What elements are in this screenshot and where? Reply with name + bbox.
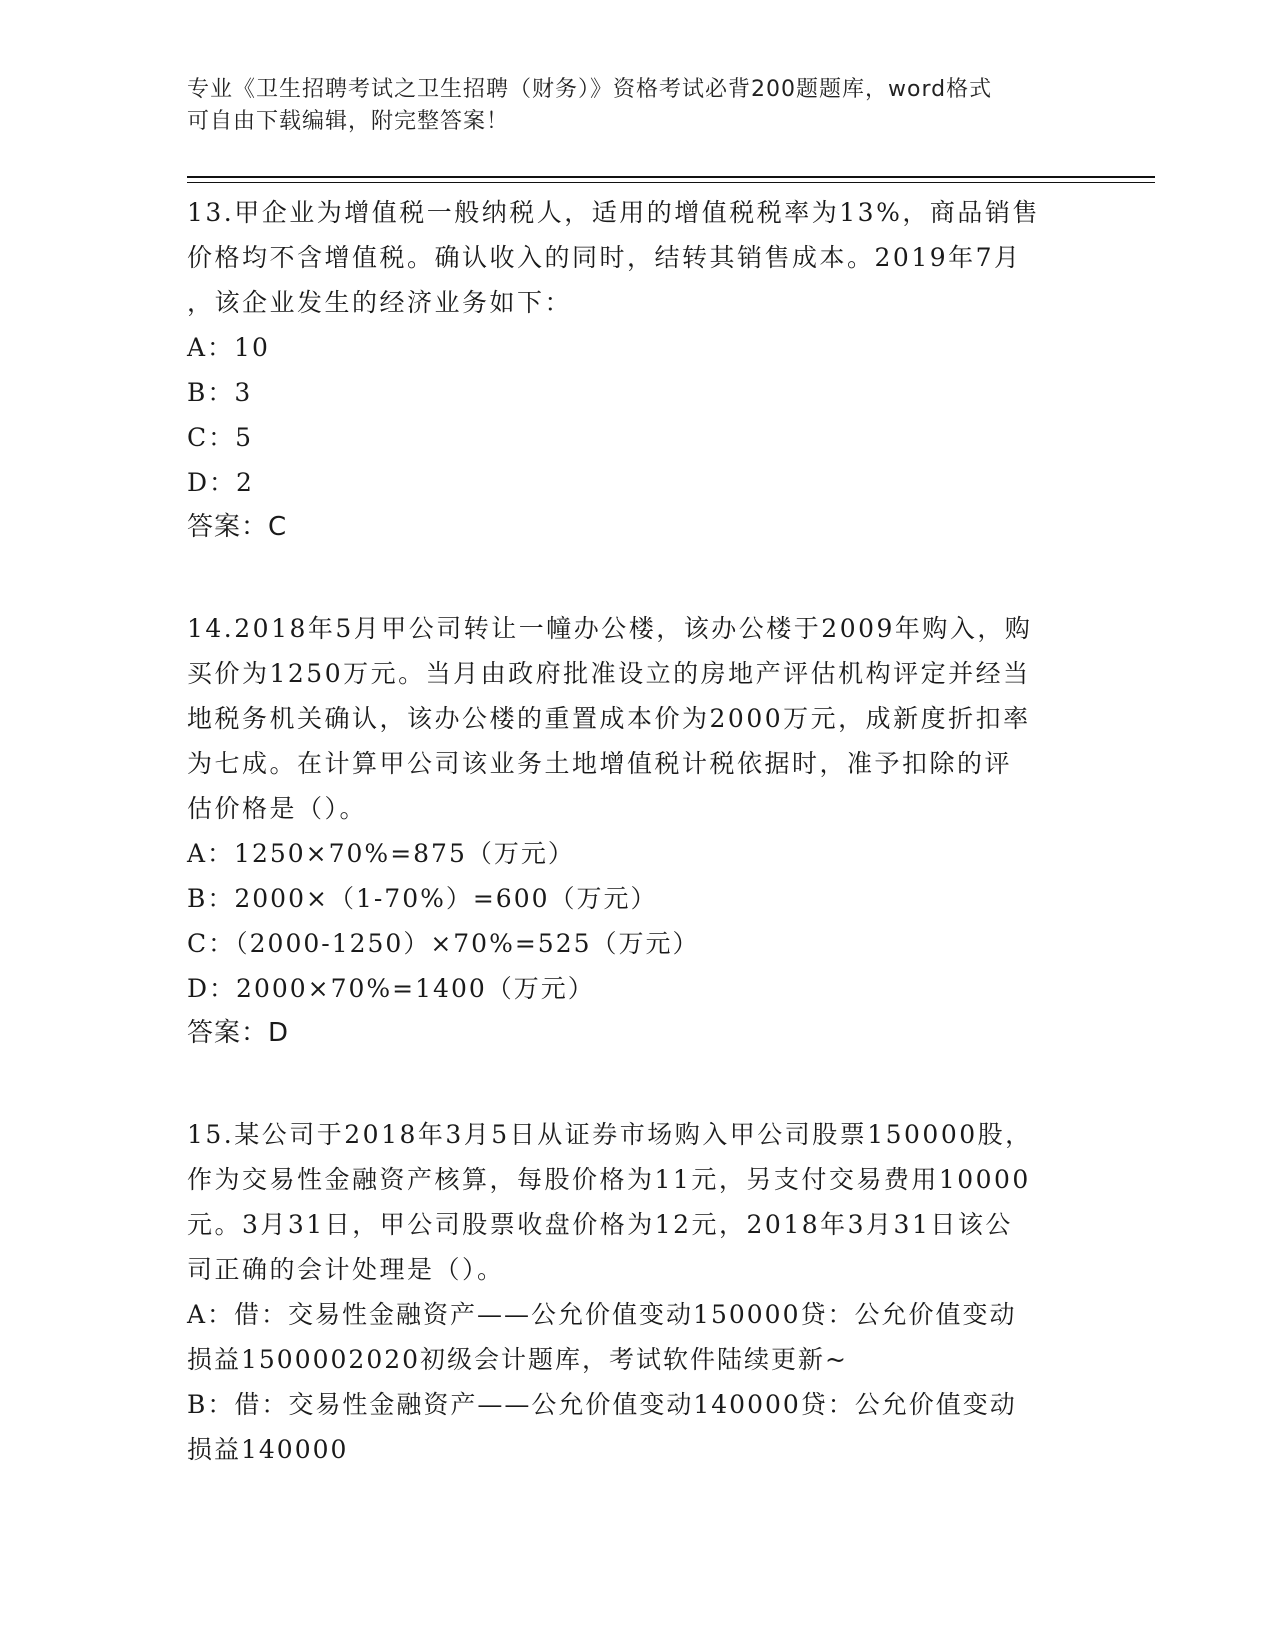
question-13 bbox=[187, 190, 1087, 550]
question-stem-line: 地税务机关确认，该办公楼的重置成本价为2000万元，成新度折扣率 bbox=[187, 704, 1031, 733]
question-list bbox=[187, 190, 1087, 1528]
question-stem-line: 价格均不含增值税。确认收入的同时，结转其销售成本。2019年7月 bbox=[187, 243, 1022, 272]
document-header bbox=[187, 74, 1067, 138]
question-15 bbox=[187, 1112, 1087, 1472]
option-d: D：2 bbox=[187, 468, 254, 497]
header-line: 可自由下载编辑，附完整答案！ bbox=[187, 109, 510, 134]
option-c: C：5 bbox=[187, 423, 254, 452]
option-b: B：3 bbox=[187, 378, 253, 407]
question-stem-line: 元。3月31日，甲公司股票收盘价格为12元，2018年3月31日该公 bbox=[187, 1210, 1013, 1239]
question-stem-line: ，该企业发生的经济业务如下： bbox=[187, 288, 573, 317]
question-stem-line: 作为交易性金融资产核算，每股价格为11元，另支付交易费用10000 bbox=[187, 1165, 1031, 1194]
option-a: A：10 bbox=[187, 333, 270, 362]
question-stem-line: 为七成。在计算甲公司该业务土地增值税计税依据时，准予扣除的评 bbox=[187, 749, 1013, 778]
option-b: B：2000×（1-70%）=600（万元） bbox=[187, 884, 658, 913]
question-14 bbox=[187, 606, 1087, 1056]
answer-line: 答案：C bbox=[187, 512, 288, 542]
option-b-continued: 损益140000 bbox=[187, 1435, 349, 1464]
question-stem-line: 13.甲企业为增值税一般纳税人，适用的增值税税率为13%，商品销售 bbox=[187, 198, 1040, 227]
header-divider-thick bbox=[187, 176, 1155, 178]
question-stem-line: 司正确的会计处理是（）。 bbox=[187, 1255, 505, 1284]
option-a-continued: 损益1500002020初级会计题库，考试软件陆续更新~ bbox=[187, 1345, 849, 1374]
question-stem-line: 估价格是（）。 bbox=[187, 794, 368, 823]
option-a: A：借：交易性金融资产——公允价值变动150000贷：公允价值变动 bbox=[187, 1300, 1017, 1329]
question-stem-line: 15.某公司于2018年3月5日从证券市场购入甲公司股票150000股， bbox=[187, 1120, 1033, 1149]
option-a: A：1250×70%=875（万元） bbox=[187, 839, 575, 868]
option-b: B：借：交易性金融资产——公允价值变动140000贷：公允价值变动 bbox=[187, 1390, 1017, 1419]
answer-line: 答案：D bbox=[187, 1018, 290, 1048]
header-divider-thin bbox=[187, 182, 1155, 183]
header-line: 专业《卫生招聘考试之卫生招聘（财务）》资格考试必背200题题库，word格式 bbox=[187, 77, 993, 102]
question-stem-line: 买价为1250万元。当月由政府批准设立的房地产评估机构评定并经当 bbox=[187, 659, 1031, 688]
question-stem-line: 14.2018年5月甲公司转让一幢办公楼，该办公楼于2009年购入，购 bbox=[187, 614, 1033, 643]
option-d: D：2000×70%=1400（万元） bbox=[187, 974, 595, 1003]
option-c: C：（2000-1250）×70%=525（万元） bbox=[187, 929, 700, 958]
